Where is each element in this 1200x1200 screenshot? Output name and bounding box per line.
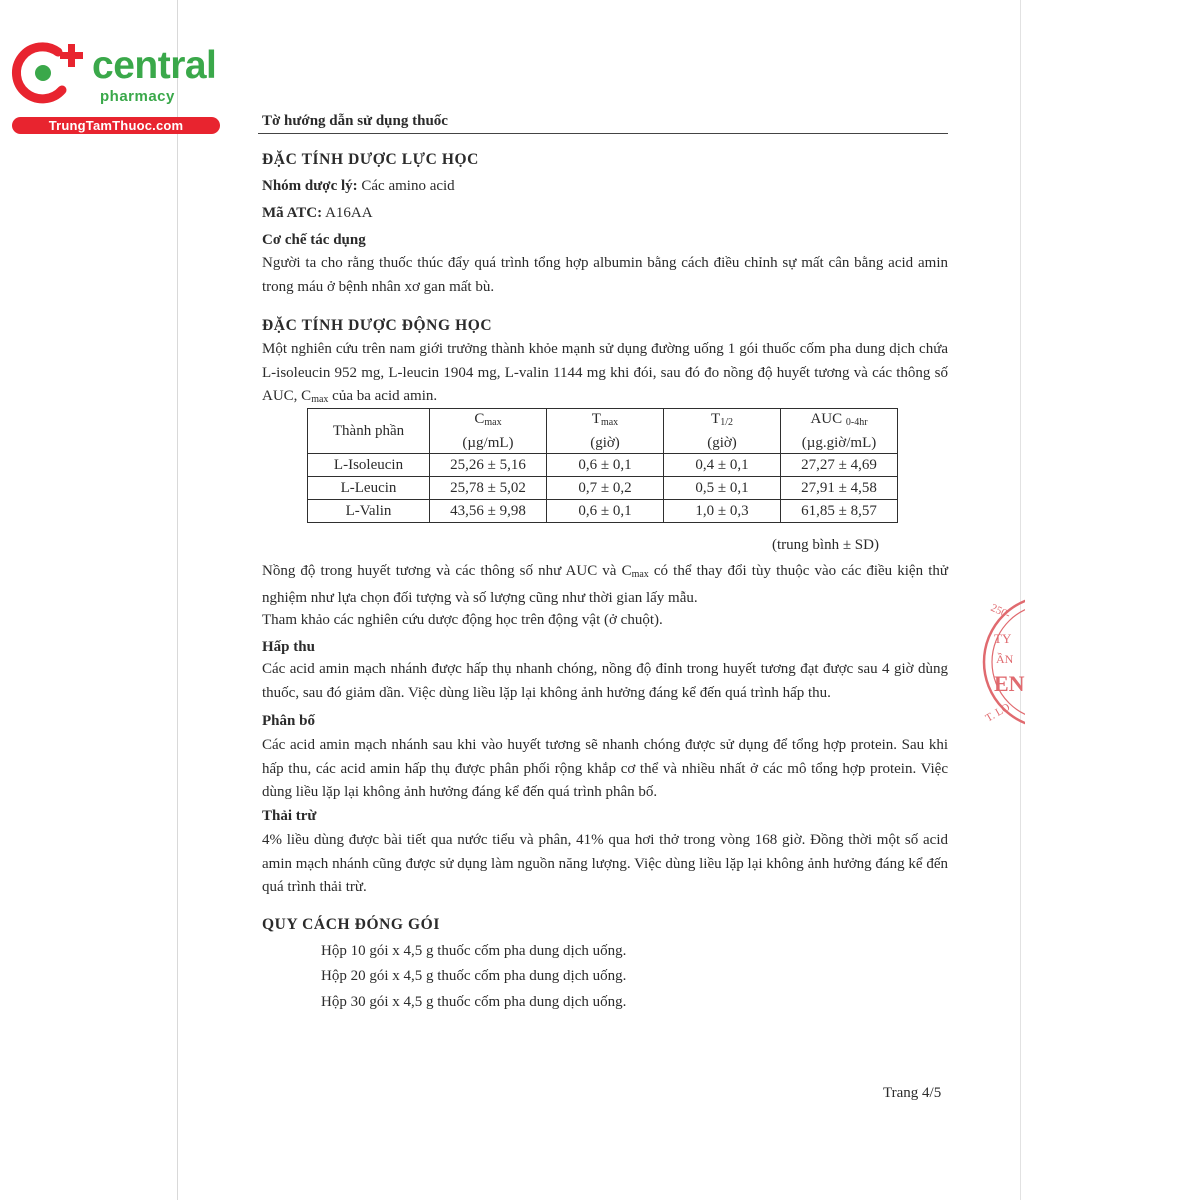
mechanism-heading: Cơ chế tác dụng xyxy=(262,232,366,248)
header-divider xyxy=(258,133,948,134)
table-cell: 0,5 ± 0,1 xyxy=(664,477,781,500)
mechanism-text: Người ta cho rằng thuốc thúc đẩy quá trình tổng hợp albumin bằng cách điều chỉnh sự mất cân bằng acid amin trong máu ở bệnh nhân xơ gan mất bù. xyxy=(262,255,948,295)
group-value: Các amino acid xyxy=(357,178,455,194)
table-cell: 0,6 ± 0,1 xyxy=(547,500,664,523)
pharmacodynamics-heading: ĐẶC TÍNH DƯỢC LỰC HỌC xyxy=(262,151,479,168)
pharmacologic-group xyxy=(262,176,455,196)
page-number: Trang 4/5 xyxy=(883,1085,942,1101)
elimination-text: 4% liều dùng được bài tiết qua nước tiểu và phân, 41% qua hơi thở trong vòng 168 giờ. Đồng thời một số acid amin mạch nhánh cũng được sử dụng làm nguồn năng lượng. Việc dùng liều lặp lại không ảnh hưởng đáng kể đến quá trình thải trừ. xyxy=(262,832,948,895)
table-cell: L-Valin xyxy=(308,500,430,523)
company-seal-stamp xyxy=(980,582,1025,742)
table-cell: L-Leucin xyxy=(308,477,430,500)
atc-label: Mã ATC: xyxy=(262,205,323,221)
packaging-heading: QUY CÁCH ĐÓNG GÓI xyxy=(262,916,440,933)
svg-text:T. LO: T. LO xyxy=(983,701,1013,725)
table-row xyxy=(308,500,898,523)
table-header-cell: Thành phần xyxy=(308,409,430,454)
distribution-text: Các acid amin mạch nhánh sau khi vào huyết tương sẽ nhanh chóng được sử dụng để tổng hợp protein. Sau khi hấp thu, các acid amin hấp thụ được phân phối rộng khắp cơ thể và nhiều nhất ở các mô tổng hợp protein. Việc dùng liều lặp lại không ảnh hưởng đáng kể đến quá trình phân bố. xyxy=(262,737,948,800)
table-header-cell: $T_{1/2}$ (giờ) xyxy=(664,409,781,454)
table-row xyxy=(308,477,898,500)
table-cell: 27,27 ± 4,69 xyxy=(781,454,898,477)
atc-value: A16AA xyxy=(322,205,373,221)
logo-url-banner: TrungTamThuoc.com xyxy=(12,117,220,134)
document-header: Tờ hướng dẫn sử dụng thuốc xyxy=(262,113,448,129)
table-cell: 27,91 ± 4,58 xyxy=(781,477,898,500)
paper-edge xyxy=(177,0,178,1200)
table-cell: 25,78 ± 5,02 xyxy=(430,477,547,500)
table-cell: 0,6 ± 0,1 xyxy=(547,454,664,477)
svg-text:ẦN: ẦN xyxy=(996,652,1014,666)
table-row xyxy=(308,454,898,477)
svg-text:250-: 250- xyxy=(988,601,1013,622)
svg-text:TY: TY xyxy=(994,631,1012,646)
svg-text:EN: EN xyxy=(994,671,1025,696)
distribution-heading: Phân bố xyxy=(262,713,315,729)
table-cell: 1,0 ± 0,3 xyxy=(664,500,781,523)
pk-table xyxy=(307,408,898,523)
table-cell: 43,56 ± 9,98 xyxy=(430,500,547,523)
packaging-item: Hộp 20 gói x 4,5 g thuốc cốm pha dung dịch uống. xyxy=(321,968,627,984)
table-cell: 0,7 ± 0,2 xyxy=(547,477,664,500)
table-header-cell: AUC $_{0-4hr}$ (µg.giờ/mL) xyxy=(781,409,898,454)
logo-name: central xyxy=(92,44,217,87)
table-note: (trung bình ± SD) xyxy=(772,537,879,553)
central-pharmacy-logo xyxy=(10,38,215,138)
table-cell: L-Isoleucin xyxy=(308,454,430,477)
table-header-cell: $C_{max}$ (µg/mL) xyxy=(430,409,547,454)
atc-code xyxy=(262,203,373,223)
group-label: Nhóm dược lý: xyxy=(262,178,358,194)
pk-intro-text: Một nghiên cứu trên nam giới trưởng thành khỏe mạnh sử dụng đường uống 1 gói thuốc cốm pha dung dịch chứa L-isoleucin 952 mg, L-leucin 1904 mg, L-valin 1144 mg khi đói, sau đó đo nồng độ huyết tương và các thông số AUC, $C_{max}$ của ba acid amin. xyxy=(262,341,948,405)
variation-text: Nồng độ trong huyết tương và các thông số như AUC và $C_{max}$ có thể thay đổi tùy thuộc vào các điều kiện thử nghiệm như lựa chọn đối tượng và số lượng cũng như thời gian lấy mẫu. xyxy=(262,563,948,606)
table-header-cell: $T_{max}$ (giờ) xyxy=(547,409,664,454)
packaging-item: Hộp 30 gói x 4,5 g thuốc cốm pha dung dịch uống. xyxy=(321,994,627,1010)
elimination-heading: Thải trừ xyxy=(262,808,317,824)
table-header-row xyxy=(308,409,898,454)
table-cell: 25,26 ± 5,16 xyxy=(430,454,547,477)
packaging-item: Hộp 10 gói x 4,5 g thuốc cốm pha dung dịch uống. xyxy=(321,943,627,959)
pharmacy-cross-icon xyxy=(10,38,90,108)
absorption-text: Các acid amin mạch nhánh được hấp thụ nhanh chóng, nồng độ đỉnh trong huyết tương đạt được sau 4 giờ dùng thuốc, sau đó giảm dần. Việc dùng liều lặp lại không ảnh hưởng đáng kể đến quá trình hấp thu. xyxy=(262,661,948,701)
logo-subtitle: pharmacy xyxy=(100,88,175,105)
table-cell: 61,85 ± 8,57 xyxy=(781,500,898,523)
reference-text: Tham khảo các nghiên cứu dược động học trên động vật (ở chuột). xyxy=(262,612,663,628)
pharmacokinetics-heading: ĐẶC TÍNH DƯỢC ĐỘNG HỌC xyxy=(262,317,493,334)
absorption-heading: Hấp thu xyxy=(262,639,315,655)
table-cell: 0,4 ± 0,1 xyxy=(664,454,781,477)
